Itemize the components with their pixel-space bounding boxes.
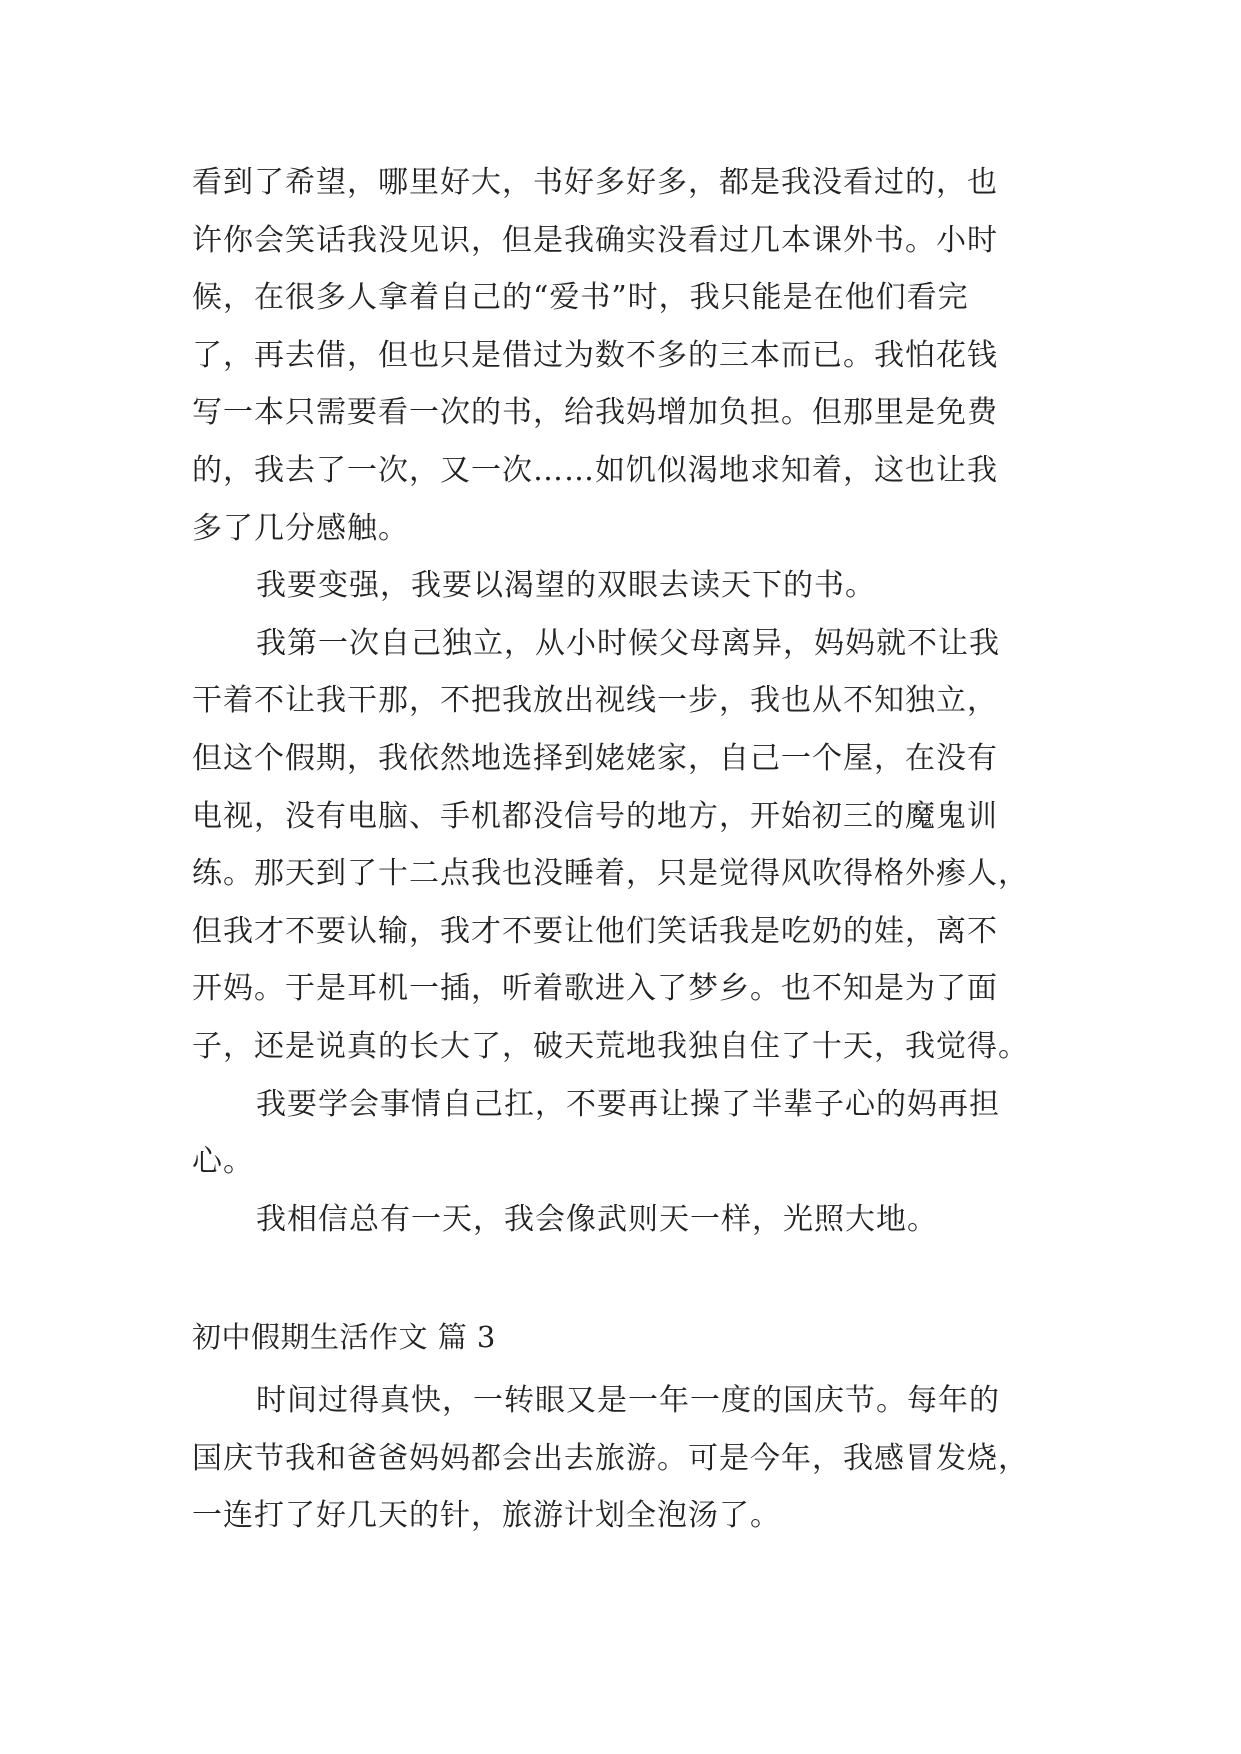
text-line: 时间过得真快，一转眼又是一年一度的国庆节。每年的 xyxy=(256,1383,1000,1418)
text-line: 写一本只需要看一次的书，给我妈增加负担。但那里是免费 xyxy=(192,395,998,431)
text-line: 练。那天到了十二点我也没睡着，只是觉得风吹得格外瘆人， xyxy=(192,856,1029,892)
text-line: 了，再去借，但也只是借过为数不多的三本而已。我怕花钱 xyxy=(192,337,998,373)
text-line: 但我才不要认输，我才不要让他们笑话我是吃奶的娃，离不 xyxy=(192,913,998,949)
text-line: 我要变强，我要以渴望的双眼去读天下的书。 xyxy=(256,568,876,604)
text-line: 电视，没有电脑、手机都没信号的地方，开始初三的魔鬼训 xyxy=(192,798,998,834)
essay-section-1 xyxy=(192,154,1072,1248)
text-line: 开妈。于是耳机一插，听着歌进入了梦乡。也不知是为了面 xyxy=(192,971,998,1007)
text-line: 国庆节我和爸爸妈妈都会出去旅游。可是今年，我感冒发烧， xyxy=(192,1440,1029,1476)
text-line: 子，还是说真的长大了，破天荒地我独自住了十天，我觉得。 xyxy=(192,1028,1029,1064)
text-line: 多了几分感触。 xyxy=(192,510,409,546)
text-line: 一连打了好几天的针，旅游计划全泡汤了。 xyxy=(192,1498,781,1534)
text-line: 但这个假期，我依然地选择到姥姥家，自己一个屋，在没有 xyxy=(192,740,998,776)
text-line: 干着不让我干那，不把我放出视线一步，我也从不知独立， xyxy=(192,683,998,719)
text-line: 许你会笑话我没见识，但是我确实没看过几本课外书。小时 xyxy=(192,222,998,258)
text-line: 看到了希望，哪里好大，书好多好多，都是我没看过的，也 xyxy=(192,165,998,200)
text-line: 心。 xyxy=(192,1144,254,1180)
text-line: 我相信总有一天，我会像武则天一样，光照大地。 xyxy=(256,1201,938,1237)
essay-section-2 xyxy=(192,1372,1072,1545)
text-line: 的，我去了一次，又一次……如饥似渴地求知着，这也让我 xyxy=(192,452,998,488)
text-line: 候，在很多人拿着自己的“爱书”时，我只能是在他们看完 xyxy=(192,280,969,316)
section-heading: 初中假期生活作文 篇 3 xyxy=(192,1320,496,1354)
text-line: 我第一次自己独立，从小时候父母离异，妈妈就不让我 xyxy=(256,625,1000,661)
text-line: 我要学会事情自己扛，不要再让操了半辈子心的妈再担 xyxy=(256,1086,1000,1122)
